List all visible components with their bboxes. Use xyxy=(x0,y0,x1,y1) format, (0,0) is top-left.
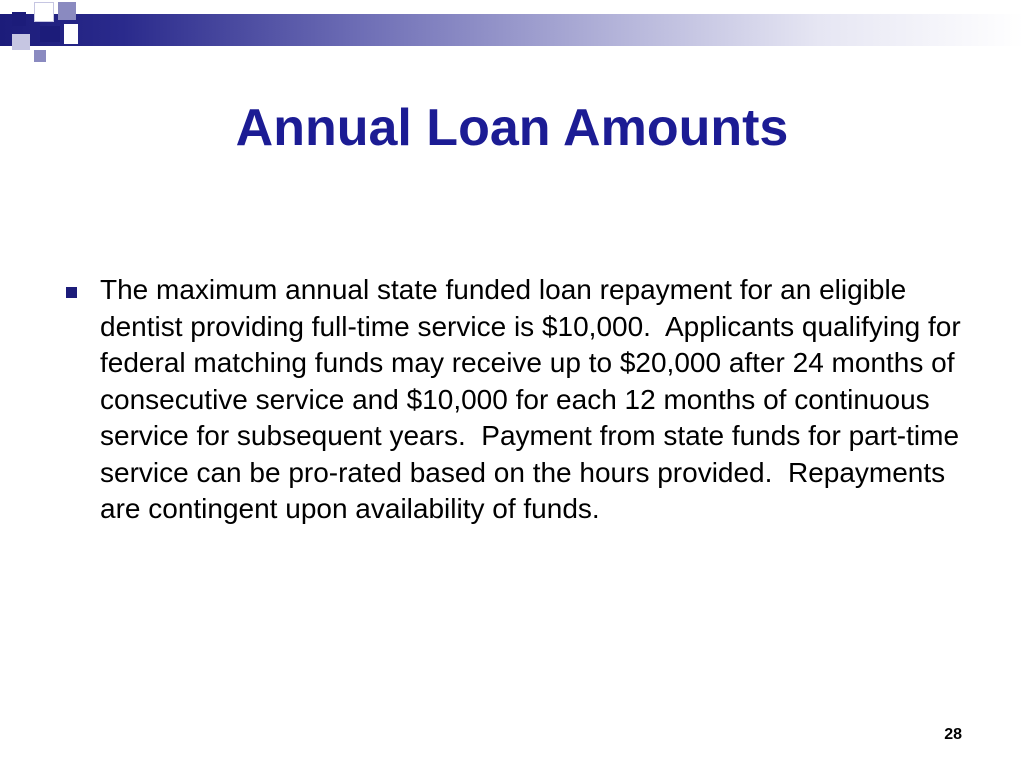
decor-square-6 xyxy=(64,24,78,44)
square-bullet-icon xyxy=(66,287,77,298)
page-number: 28 xyxy=(944,726,962,743)
bullet-text: The maximum annual state funded loan repayment for an eligible dentist providing full-time service is $10,000. Applicants qualifying for federal matching funds may receive up to $20,000 after 24 months of consecutive service and $10,000 for each 12 months of continuous service for subsequent years. Payment from state funds for part-time service can be pro-rated based on the hours provided. Repayments are contingent upon availability of funds. xyxy=(100,274,969,524)
decor-square-2 xyxy=(34,2,54,22)
decor-square-5 xyxy=(40,26,60,42)
decor-square-1 xyxy=(12,12,26,26)
header-gradient-bar xyxy=(0,14,1024,46)
decor-square-7 xyxy=(34,50,46,62)
decor-square-3 xyxy=(58,2,76,20)
decor-square-4 xyxy=(12,34,30,50)
slide-title: Annual Loan Amounts xyxy=(235,99,789,157)
